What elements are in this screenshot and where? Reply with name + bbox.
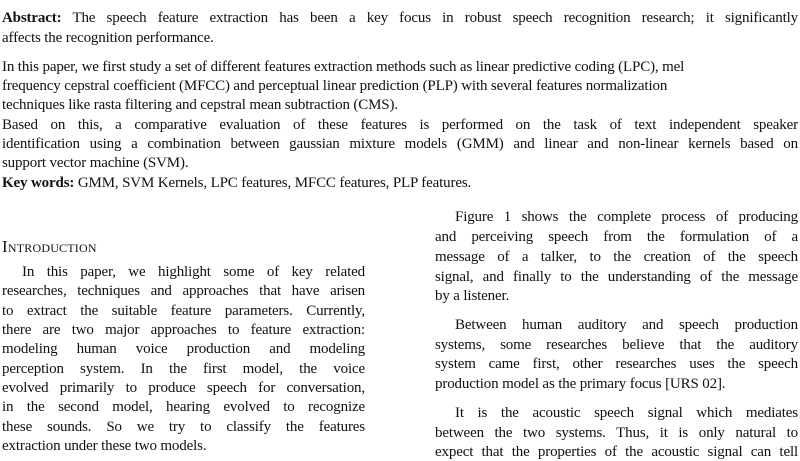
body-line: system came first, other researches uses the speech [435,356,798,372]
abstract-line: Abstract: The speech feature extraction has been a key focus in robust speech recognition research; it significantly [2,10,798,26]
body-line: researches, techniques and approaches that have arisen [2,283,365,299]
body-line: expect that the properties of the acoustic signal can tell [435,444,798,460]
body-line: evolved primarily to produce speech for conversation, [2,380,365,396]
body-line: between the two systems. Thus, it is only natural to [435,425,798,441]
body-line: in the second model, hearing evolved to recognize [2,399,365,415]
body-line: signal, and finally to the understanding of the message [435,269,798,285]
body-line: modeling human voice production and modeling [2,341,365,357]
abstract-line: In this paper, we first study a set of different features extraction methods such as linear predictive coding (LPC), mel [2,59,685,75]
keywords: Key words: GMM, SVM Kernels, LPC features, MFCC features, PLP features. [2,175,472,191]
body-line: systems, some researches believe that the auditory [435,337,798,353]
body-line: perception system. In the first model, the voice [2,361,365,377]
body-line: by a listener. [435,288,510,304]
abstract-line: frequency cepstral coefficient (MFCC) and perceptual linear prediction (PLP) with several features normalization [2,78,668,94]
body-line: In this paper, we highlight some of key related [22,264,365,280]
section-heading: Introduction [2,237,97,256]
body-line: It is the acoustic speech signal which mediates [455,405,798,421]
abstract-line: affects the recognition performance. [2,30,214,46]
body-line: there are two major approaches to feature extraction: [2,322,365,338]
body-line: and perceiving speech from the formulation of a [435,229,798,245]
keywords-label: Key words: [2,175,75,191]
body-line: Between human auditory and speech production [455,317,798,333]
abstract-line: support vector machine (SVM). [2,155,189,171]
abstract-line: techniques like rasta filtering and cepstral mean subtraction (CMS). [2,97,398,113]
abstract-label: Abstract: [2,10,62,26]
body-line: message of a talker, to the creation of the speech [435,249,798,265]
abstract-line: Based on this, a comparative evaluation of these features is performed on the task of text independent speaker [2,117,798,133]
body-line: extraction under these two models. [2,438,207,454]
body-line: production model as the primary focus [URS 02]. [435,376,726,392]
abstract-line: identification using a combination between gaussian mixture models (GMM) and linear and non-linear kernels based on [2,136,798,152]
body-line: to extract the suitable feature parameters. Currently, [2,303,365,319]
body-line: these sounds. So we try to classify the features [2,419,365,435]
body-line: Figure 1 shows the complete process of producing [455,209,798,225]
